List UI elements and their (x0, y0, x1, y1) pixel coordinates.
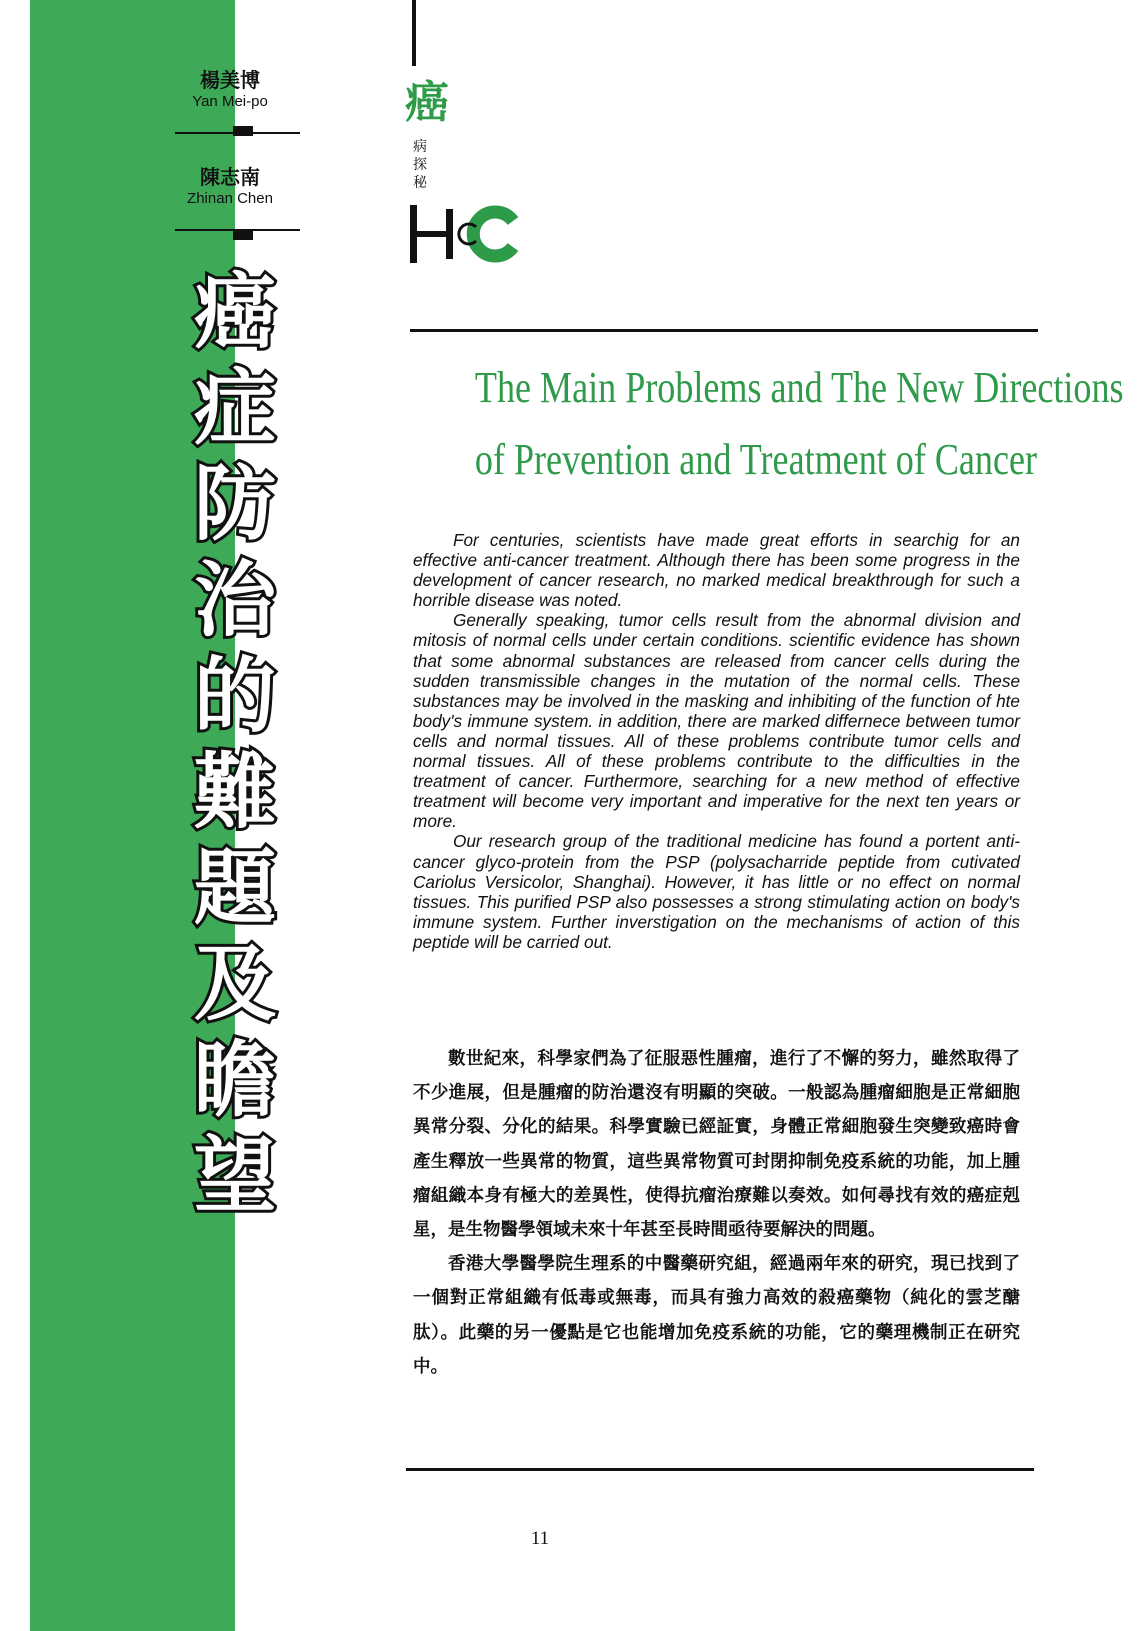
abstract-paragraph: For centuries, scientists have made great efforts in searchig for an effective anti-cancer treatment. Although there has been some progress in the development of cancer research, no marked medical breakthrough for such a horrible disease was noted. (413, 530, 1020, 611)
author-divider-mark (233, 126, 253, 136)
chinese-body (413, 1042, 1020, 1384)
section-label-big: 癌 (405, 77, 449, 128)
title-char: 題 (193, 841, 276, 936)
english-title-line-1: The Main Problems and The New Directions (474, 363, 1124, 412)
title-char: 及 (193, 937, 276, 1032)
title-char: 症 (193, 361, 276, 456)
title-char: 癌 (193, 265, 276, 360)
title-char: 難 (193, 745, 276, 840)
title-char: 防 (193, 457, 276, 552)
abstract-paragraph: Our research group of the traditional medicine has found a portent anti-cancer glyco-protein from the PSP (polysacharride peptide from cutivated Cariolus Versicolor, Shanghai). However, it has little or no effect on normal tissues. This purified PSP also possesses a strong stimulating action on body's immune system. Further inverstigation on the mechanisms of action of this peptide will be carried out. (413, 831, 1020, 952)
chinese-title-vertical (190, 265, 280, 1225)
section-label-char: 病 (413, 139, 427, 155)
author-2 (160, 165, 300, 209)
english-title (474, 352, 1124, 496)
author-1-name-en: Yan Mei-po (192, 93, 268, 110)
author-2-name-cn: 陳志南 (200, 165, 260, 189)
english-title-line-2: of Prevention and Treatment of Cancer (474, 435, 1038, 484)
top-rule (410, 329, 1038, 332)
section-marker-line (412, 0, 416, 66)
body-paragraph: 數世紀來，科學家們為了征服惡性腫瘤，進行了不懈的努力，雖然取得了不少進展，但是腫瘤的防治還沒有明顯的突破。一般認為腫瘤細胞是正常細胞異常分裂、分化的結果。科學實驗已經証實，身體正常細胞發生突變致癌時會產生釋放一些異常的物質，這些異常物質可封閉抑制免疫系統的功能，加上腫瘤組織本身有極大的差異性，使得抗瘤治療難以奏效。如何尋找有效的癌症剋星，是生物醫學領域未來十年甚至長時間亟待要解決的問題。 (413, 1049, 1020, 1241)
author-2-name-en: Zhinan Chen (187, 190, 273, 207)
author-1 (160, 68, 300, 112)
title-char: 瞻 (193, 1033, 276, 1128)
section-label-char: 探 (413, 157, 427, 173)
bottom-rule (406, 1468, 1034, 1471)
author-divider-mark (233, 230, 253, 240)
section-label-small (413, 138, 431, 192)
title-char: 的 (193, 649, 276, 744)
hc-logo-icon (410, 205, 530, 265)
author-1-name-cn: 楊美博 (200, 68, 260, 92)
section-label-char: 秘 (413, 175, 427, 191)
abstract-paragraph: Generally speaking, tumor cells result from the abnormal division and mitosis of normal cells under certain conditions. scientific evidence has shown that some abnormal substances are released from cancer cells during the sudden transmissible changes in the mutation of the normal cells. These substances may be involved in the masking and inhibiting of the function of hte body's immune system. in addition, there are marked differnece between tumor cells and normal tissues. All of these problems contribute tumor cells and normal tissues. All of these problems contribute to the difficulties in the treatment of cancer. Furthermore, searching for a new method of effective treatment will become very important and imperative for the next ten years or more. (413, 610, 1020, 832)
title-char: 治 (193, 553, 276, 648)
english-abstract (413, 530, 1020, 952)
page-number: 11 (530, 1528, 550, 1549)
body-paragraph: 香港大學醫學院生理系的中醫藥研究組，經過兩年來的研究，現已找到了一個對正常組織有低毒或無毒，而具有強力高效的殺癌藥物（純化的雲芝醣肽）。此藥的另一優點是它也能增加免疫系統的功能，它的藥理機制正在研究中。 (413, 1254, 1020, 1377)
title-char: 望 (193, 1129, 276, 1224)
